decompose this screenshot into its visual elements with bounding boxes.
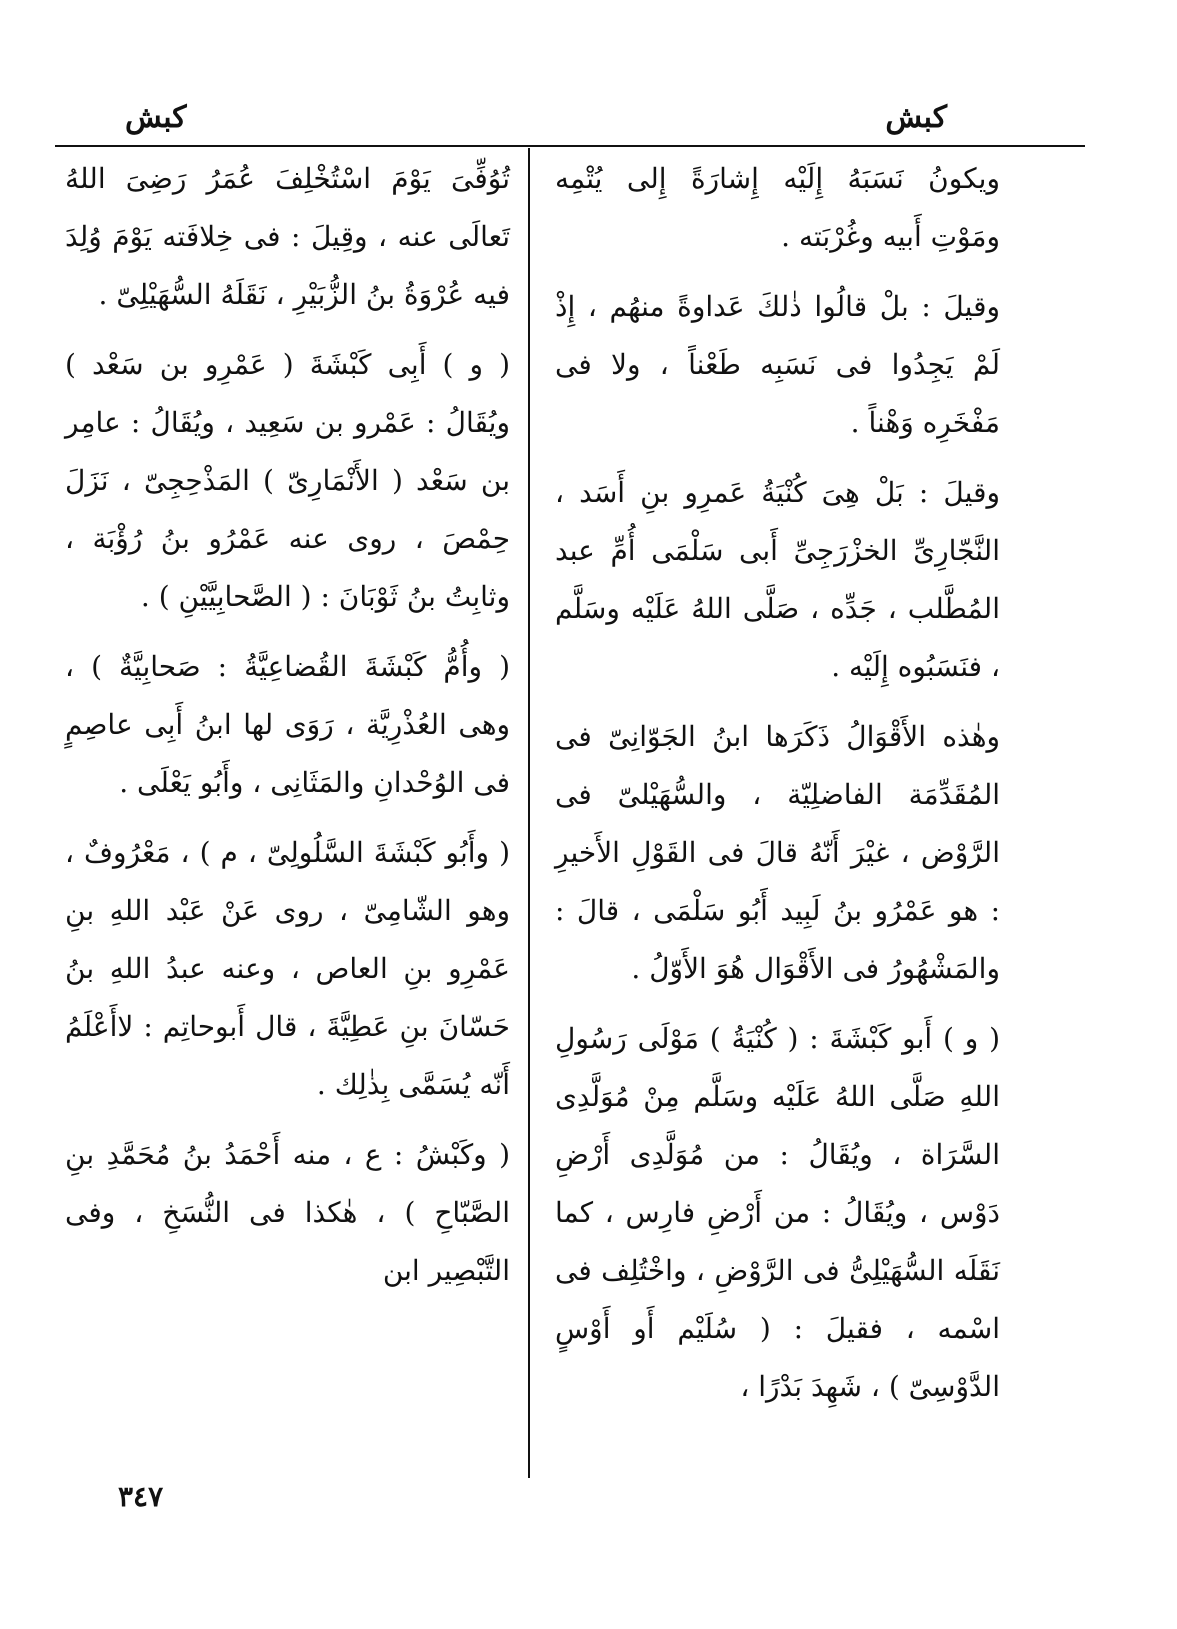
- paragraph: ( وأَبُو كَبْشَةَ السَّلُولِىّ ، م ) ، مَعْرُوفٌ ، وهو الشّامِىّ ، روى عَنْ عَبْد اللهِ بنِ عَمْرِو بنِ العاص ، وعنه عبدُ اللهِ بنُ حَسّانَ بنِ عَطِيَّةَ ، قال أَبوحاتِم : لاأَعْلَمُ أَنّه يُسَمَّى بِذٰلِك .: [65, 836, 510, 1101]
- page-number: ٣٤٧: [118, 1480, 164, 1513]
- paragraph: تُوُفِّىَ يَوْمَ اسْتُخْلِفَ عُمَرُ رَضِىَ اللهُ تَعالَى عنه ، وقِيلَ : فى خِلافَته يَوْمَ وُلِدَ فيه عُرْوَةُ بنُ الزُّبَيْرِ ، نَقَلَهُ السُّهَيْلِىّ .: [65, 162, 510, 311]
- paragraph: وقيلَ : بلْ قالُوا ذٰلكَ عَداوةً منهُم ، إِذْ لَمْ يَجِدُوا فى نَسَبِه طَعْناً ، ولا فى مَفْخَرِه وَهْناً .: [555, 290, 1000, 439]
- paragraph: وقيلَ : بَلْ هِىَ كُنْيَةُ عَمرِو بنِ أَسَد ، النَّجّارِىِّ الخزْرَجِىِّ أَبى سَلْمَى أُمِّ عبد المُطَّلب ، جَدِّه ، صَلَّى اللهُ عَلَيْه وسَلَّم ، فنَسَبُوه إِلَيْه .: [555, 476, 1000, 683]
- left-column: [65, 150, 510, 1312]
- running-head-left: كبش: [125, 100, 187, 135]
- paragraph: ويكونُ نَسَبَهُ إِلَيْه إِشارَةً إِلى يُتْمِه ومَوْتِ أَبيه وغُرْبَته .: [555, 162, 1000, 253]
- header-rule: [55, 145, 1085, 147]
- right-column: [555, 150, 1000, 1428]
- column-divider: [528, 148, 530, 1478]
- paragraph: ( وكَبْشُ : ع ، منه أَحْمَدُ بنُ مُحَمَّدِ بنِ الصَّبّاحِ ) ، هٰكذا فى النُّسَخِ ، وفى التَّبْصِير ابن: [65, 1138, 510, 1287]
- paragraph: ( وأُمُّ كَبْشَةَ القُضاعِيَّةُ : صَحابِيَّةٌ ) ، وهى العُذْرِيَّة ، رَوَى لها ابنُ أَبِى عاصِمٍ فى الوُحْدانِ والمَثَانِى ، وأَبُو يَعْلَى .: [65, 650, 510, 799]
- paragraph: ( و ) أَبو كَبْشَةَ : ( كُنْيَةُ ) مَوْلَى رَسُولِ اللهِ صَلَّى اللهُ عَلَيْه وسَلَّم مِنْ مُوَلَّدِى السَّرَاة ، ويُقَالُ : من مُوَلَّدِى أَرْضِ دَوْس ، ويُقَالُ : من أَرْضِ فارِس ، كما نَقَلَه السُّهَيْلِىُّ فى الرَّوْضِ ، واخْتُلِف فى اسْمه ، فقيلَ : ( سُلَيْم أَو أَوْسٍ الدَّوْسِىّ ) ، شَهِدَ بَدْرًا ،: [555, 1022, 1000, 1403]
- running-head-right: كبش: [885, 100, 947, 135]
- paragraph: ( و ) أَبِى كَبْشَةَ ( عَمْرِو بن سَعْد ) ويُقَالُ : عَمْرو بن سَعِيد ، ويُقَالُ : عامِر بن سَعْد ( الأَنْمَارِىّ ) المَذْحِجِىّ ، نَزَلَ حِمْصَ ، روى عنه عَمْرُو بنُ رُؤْبَة ، وثابِتُ بنُ ثَوْبَانَ : ( الصَّحابِيَّيْنِ ) .: [65, 348, 510, 613]
- paragraph: وهٰذه الأَقْوَالُ ذَكَرَها ابنُ الجَوّانِىّ فى المُقَدِّمَة الفاضلِيّة ، والسُّهَيْلىّ فى الرَّوْض ، غيْرَ أَنّهُ قالَ فى القَوْلِ الأَخيرِ : هو عَمْرُو بنُ لَبِيد أَبُو سَلْمَى ، قالَ : والمَشْهُورُ فى الأَقْوَال هُوَ الأَوّلُ .: [555, 720, 1000, 985]
